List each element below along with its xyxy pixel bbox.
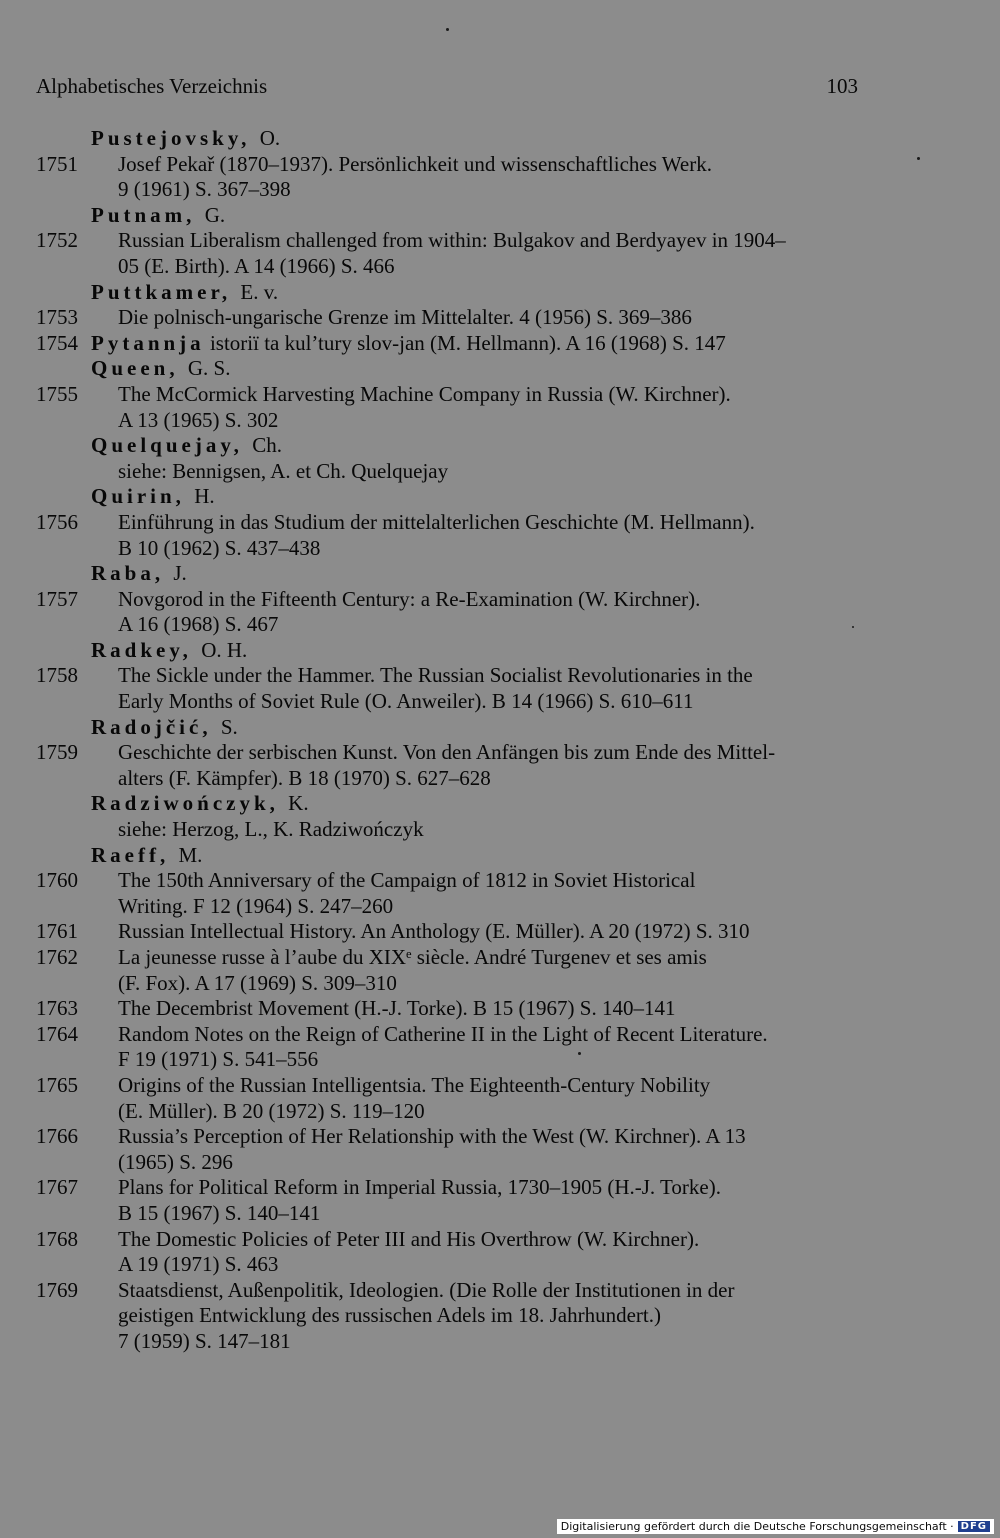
entry-continuation [0,1252,1000,1278]
entry-number: 1762 [36,945,78,969]
entry-text: Josef Pekař (1870–1937). Persönlichkeit und wissenschaftliches Werk. [118,151,712,176]
entry-text: Russian Liberalism challenged from within: Bulgakov and Berdyayev in 1904– [118,228,786,253]
author-heading [0,433,1000,459]
author-heading [0,638,1000,664]
author-surname: Queen, [91,356,179,381]
entry-text: (E. Müller). B 20 (1972) S. 119–120 [118,1098,425,1123]
author-surname: Quelquejay, [91,433,243,458]
author-surname: Radojčić, [91,714,212,739]
author-surname: Raba, [91,561,165,586]
author-name [91,356,230,382]
entry-number: 1761 [36,919,78,944]
entry-number: 1751 [36,151,78,176]
entry-number: 1765 [36,1072,78,1097]
author-name [91,715,238,741]
entry-number: 1763 [36,996,78,1021]
entry-number: 1754 [36,330,78,355]
dfg-logo: DFG [958,1521,990,1532]
page-header [36,74,858,102]
author-initial: G. S. [187,356,231,381]
entry-text-rest: istoriï ta kul’tury slov-jan (M. Hellmann). A 16 (1968) S. 147 [204,330,726,355]
author-initial: K. [288,791,309,816]
entry-continuation [0,1099,1000,1125]
entry-text: siehe: Bennigsen, A. et Ch. Quelquejay [118,458,449,483]
entry-text: The Decembrist Movement (H.-J. Torke). B 15 (1967) S. 140–141 [118,996,676,1021]
author-surname: Putnam, [91,202,196,227]
entry-number: 1755 [36,381,78,406]
author-name [91,791,309,817]
author-name [91,126,280,152]
author-name [91,280,278,306]
author-heading [0,715,1000,741]
author-heading [0,484,1000,510]
author-initial: S. [220,714,238,739]
running-title: Alphabetisches Verzeichnis [36,74,268,98]
entry-continuation [0,689,1000,715]
entry-continuation [0,1201,1000,1227]
entry-text: Writing. F 12 (1964) S. 247–260 [118,893,394,918]
entry-text [91,331,726,357]
title-keyword: Pytannja [91,330,205,355]
author-heading [0,126,1000,152]
author-name [91,561,187,587]
entry-continuation [0,817,1000,843]
entry-text: Die polnisch-ungarische Grenze im Mittelalter. 4 (1956) S. 369–386 [118,305,692,330]
entry-number: 1769 [36,1277,78,1302]
entry-line [0,1022,1000,1048]
entry-continuation [0,254,1000,280]
author-name [91,203,225,229]
entry-line [0,228,1000,254]
entry-text: Russian Intellectual History. An Anthology (E. Müller). A 20 (1972) S. 310 [118,919,750,944]
scan-speck [852,626,854,628]
entry-text: 05 (E. Birth). A 14 (1966) S. 466 [118,253,395,278]
entry-text: B 10 (1962) S. 437–438 [118,535,321,560]
entry-text: La jeunesse russe à l’aube du XIXᵉ siècle. André Turgenev et ses amis [118,945,707,969]
entry-text: A 16 (1968) S. 467 [118,612,279,637]
entry-text: The Sickle under the Hammer. The Russian Socialist Revolutionaries in the [118,663,753,688]
digitization-credit [557,1519,994,1534]
scan-speck [917,157,920,160]
author-initial: O. H. [201,637,248,662]
entry-text: The McCormick Harvesting Machine Company in Russia (W. Kirchner). [118,381,731,406]
entry-text: siehe: Herzog, L., K. Radziwończyk [118,817,424,842]
author-heading [0,356,1000,382]
entry-line [0,152,1000,178]
entry-line [0,510,1000,536]
entry-line [0,1227,1000,1253]
entry-continuation [0,408,1000,434]
entry-continuation [0,766,1000,792]
scan-speck [578,1052,581,1055]
entry-continuation [0,1303,1000,1329]
author-surname: Raeff, [91,842,170,867]
author-name [91,484,215,510]
scan-speck [446,28,449,31]
entry-text: Geschichte der serbischen Kunst. Von den Anfängen bis zum Ende des Mittel- [118,740,776,765]
entry-line [0,996,1000,1022]
entry-continuation [0,536,1000,562]
entry-line [0,1073,1000,1099]
author-initial: H. [194,484,215,509]
author-surname: Puttkamer, [91,279,232,304]
entry-text: (F. Fox). A 17 (1969) S. 309–310 [118,970,397,995]
entry-text: Novgorod in the Fifteenth Century: a Re-Examination (W. Kirchner). [118,586,701,611]
page-number: 103 [826,74,858,98]
entry-number: 1756 [36,509,78,534]
entry-number: 1757 [36,586,78,611]
entry-line [0,382,1000,408]
entry-text: Einführung in das Studium der mittelalterlichen Geschichte (M. Hellmann). [118,509,755,534]
author-surname: Pustejovsky, [91,126,251,150]
entry-continuation [0,1047,1000,1073]
author-heading [0,561,1000,587]
entry-continuation [0,894,1000,920]
entry-text: (1965) S. 296 [118,1149,233,1174]
credit-text: Digitalisierung gefördert durch die Deutsche Forschungsgemeinschaft · [560,1520,954,1533]
entry-text: Russia’s Perception of Her Relationship with the West (W. Kirchner). A 13 [118,1124,746,1149]
entry-line [0,945,1000,971]
entry-number: 1760 [36,868,78,893]
entry-text: Origins of the Russian Intelligentsia. The Eighteenth-Century Nobility [118,1072,711,1097]
entry-line [0,331,1000,357]
entry-text: B 15 (1967) S. 140–141 [118,1200,321,1225]
entry-line [0,663,1000,689]
author-surname: Radkey, [91,637,192,662]
entry-number: 1759 [36,740,78,765]
entry-number: 1753 [36,305,78,330]
entry-number: 1768 [36,1226,78,1251]
entry-continuation [0,459,1000,485]
entry-number: 1764 [36,1021,78,1046]
entry-number: 1752 [36,228,78,253]
entry-number: 1767 [36,1175,78,1200]
entry-line [0,1278,1000,1304]
entry-text: alters (F. Kämpfer). B 18 (1970) S. 627–628 [118,765,491,790]
entry-text: 9 (1961) S. 367–398 [118,177,291,202]
author-heading [0,791,1000,817]
entry-text: A 13 (1965) S. 302 [118,407,279,432]
entry-line [0,1175,1000,1201]
entry-text: F 19 (1971) S. 541–556 [118,1047,319,1072]
author-heading [0,843,1000,869]
entry-line [0,740,1000,766]
author-initial: O. [259,126,281,150]
entry-text: 7 (1959) S. 147–181 [118,1328,291,1353]
entry-line [0,919,1000,945]
author-name [91,843,202,869]
entry-line [0,587,1000,613]
author-surname: Quirin, [91,484,185,509]
entry-text: geistigen Entwicklung des russischen Adels im 18. Jahrhundert.) [118,1303,661,1328]
entry-text: Plans for Political Reform in Imperial Russia, 1730–1905 (H.-J. Torke). [118,1175,721,1200]
index-entries [0,126,1000,1355]
entry-text: Random Notes on the Reign of Catherine II in the Light of Recent Literature. [118,1021,768,1046]
entry-line [0,868,1000,894]
entry-number: 1766 [36,1124,78,1149]
entry-continuation [0,1329,1000,1355]
entry-number: 1758 [36,663,78,688]
author-initial: M. [178,842,203,867]
entry-text: The 150th Anniversary of the Campaign of 1812 in Soviet Historical [118,868,696,893]
entry-continuation [0,1150,1000,1176]
entry-line [0,1124,1000,1150]
entry-line [0,305,1000,331]
author-name [91,433,282,459]
author-initial: G. [204,202,226,227]
entry-continuation [0,971,1000,997]
author-name [91,638,247,664]
entry-text: Early Months of Soviet Rule (O. Anweiler). B 14 (1966) S. 610–611 [118,689,694,714]
author-heading [0,203,1000,229]
entry-continuation [0,177,1000,203]
author-initial: Ch. [252,433,282,458]
author-surname: Radziwończyk, [91,791,279,816]
entry-text: Staatsdienst, Außenpolitik, Ideologien. (Die Rolle der Institutionen in der [118,1277,735,1302]
author-initial: E. v. [240,279,279,304]
author-heading [0,280,1000,306]
entry-text: A 19 (1971) S. 463 [118,1252,279,1277]
entry-continuation [0,612,1000,638]
author-initial: J. [173,561,187,586]
entry-text: The Domestic Policies of Peter III and His Overthrow (W. Kirchner). [118,1226,700,1251]
